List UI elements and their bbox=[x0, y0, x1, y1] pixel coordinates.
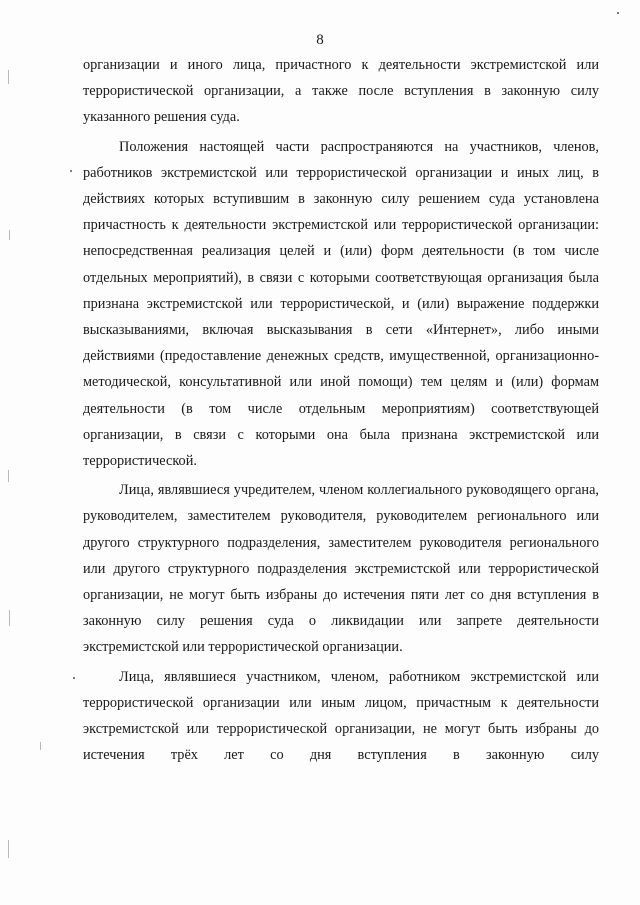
scan-dot bbox=[73, 677, 75, 679]
paragraph-1: организации и иного лица, причастного к деятельности экстремистской или террористической организации, а также после вступления в законную силу указанного решения суда. bbox=[83, 57, 599, 126]
scan-mark bbox=[9, 230, 10, 240]
scan-mark bbox=[40, 742, 41, 750]
scan-mark bbox=[9, 610, 10, 626]
paragraph-4: Лица, являвшиеся участником, членом, работником экстремистской или террористической организации или иным лицом, причастным к деятельности экстремистской или террористической организации, не могут быть избраны до истечения трёх лет со дня вступления в законную силу bbox=[83, 668, 599, 764]
scan-dot bbox=[617, 12, 619, 14]
scan-dot bbox=[70, 170, 72, 172]
scan-mark bbox=[8, 470, 9, 482]
scan-mark bbox=[8, 70, 9, 84]
page-number: 8 bbox=[316, 32, 324, 48]
scan-mark bbox=[8, 840, 9, 858]
body-text bbox=[83, 52, 599, 771]
paragraph-3: Лица, являвшиеся учредителем, членом коллегиального руководящего органа, руководителем, заместителем руководителя, руководителем регионального или другого структурного подразделения, заместителем руководителя регионального или другого структурного подразделения экстремистской или террористической организации, не могут быть избраны до истечения пяти лет со дня вступления в законную силу решения суда о ликвидации или запрете деятельности экстремистской или террористической организации. bbox=[83, 482, 599, 656]
paragraph-2: Положения настоящей части распространяются на участников, членов, работников экстремистской или террористической организации и иных лиц, в действиях которых вступившим в законную силу решением суда установлена причастность к деятельности экстремистской или террористической организации: непосредственная реализация целей и (или) форм деятельности (в том числе отдельных мероприятий), в связи с которыми соответствующая организация была признана экстремистской или террористической, и (или) выражение поддержки высказываниями, включая высказывания в сети «Интернет», либо иными действиями (предоставление денежных средств, имущественной, организационно-методической, консультативной или иной помощи) тем целям и (или) формам деятельности (в том числе отдельным мероприятиям) соответствующей организации, в связи с которыми она была признана экстремистской или террористической. bbox=[83, 138, 599, 470]
